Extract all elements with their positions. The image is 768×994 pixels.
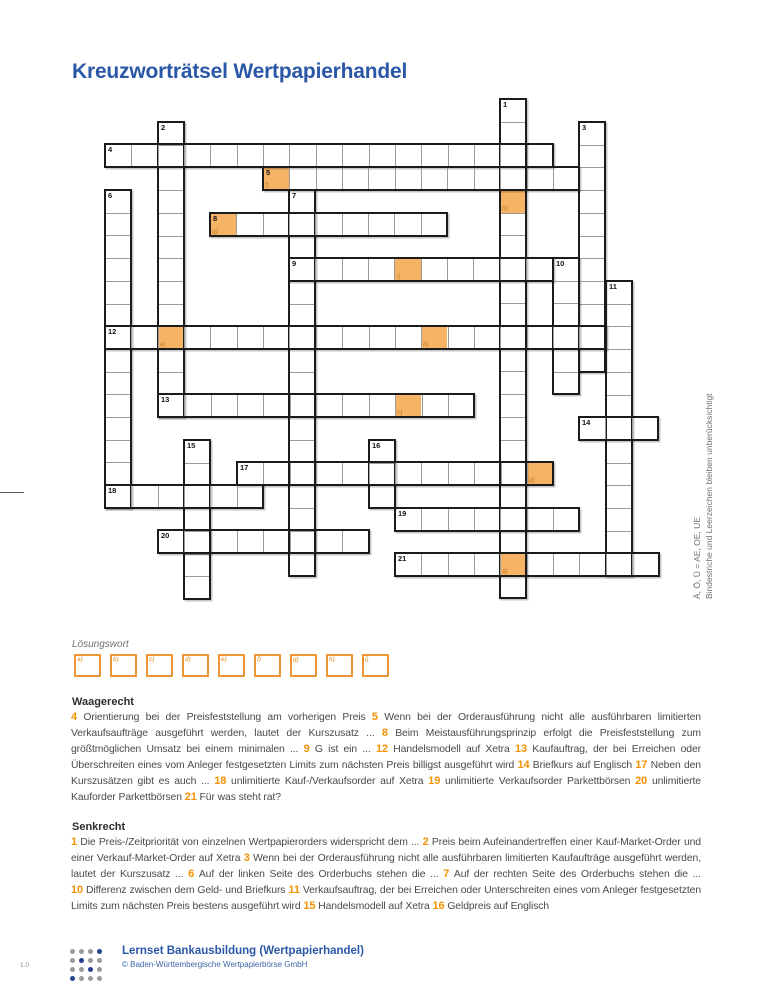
- cell-separator: [315, 214, 316, 235]
- cell-separator: [500, 327, 501, 348]
- footer-title: Lernset Bankausbildung (Wertpapierhandel): [122, 945, 364, 957]
- down-heading: Senkrecht: [72, 821, 126, 833]
- clue-number-inline: 15: [303, 899, 316, 912]
- cell-separator: [131, 327, 132, 348]
- clue-number-inline: 11: [288, 883, 300, 896]
- cell-separator: [289, 168, 290, 189]
- cell-separator: [527, 327, 528, 348]
- cell-separator: [342, 531, 343, 552]
- logo-dot: [79, 976, 84, 981]
- cell-separator: [501, 417, 525, 418]
- clue-number-inline: 7: [443, 867, 450, 880]
- cell-separator: [448, 463, 449, 484]
- cell-separator: [553, 327, 554, 348]
- across-clues: 4 Orientierung bei der Preisfeststellung am vorherigen Preis 5 Wenn bei der Orderausführung nicht alle ausführbaren limitierten Verkaufsaufträge ausgeführt werden, lautet der Kurszusatz ... 8 Beim Meistausführungsprinzip erfolgt die Preisfeststellung zum größtmöglichen Umsatz bei einem minimalen ... 9 G ist ein ... 12 Handelsmodell auf Xetra 13 Kaufauftrag, der bei Erreichen oder Überschreiten eines vom Anleger festgesetzten Limits zum nächsten Preis billigst ausgeführt wird 14 Briefkurs auf Englisch 17 Neben den Kurszusätzen gibt es auch ... 18 unlimitierte Kauf-/Verkaufsorder auf Xetra 19 unlimitierte Verkaufsorder Parkettbörsen 20 unlimitierte Kauforder Parkettbörsen 21 Für was steht rat?: [71, 711, 701, 803]
- cell-separator: [395, 145, 396, 166]
- crossword-word-20-across[interactable]: [157, 529, 370, 554]
- cell-separator: [580, 190, 604, 191]
- cell-separator: [580, 236, 604, 237]
- solution-box[interactable]: [290, 654, 317, 677]
- solution-box[interactable]: [362, 654, 389, 677]
- cell-separator: [474, 168, 475, 189]
- cell-separator: [501, 235, 525, 236]
- logo-dot: [97, 976, 102, 981]
- cell-separator: [607, 349, 631, 350]
- solution-letter-label: d): [529, 477, 535, 484]
- crossword-word-4-across[interactable]: [104, 143, 554, 168]
- cell-separator: [474, 463, 475, 484]
- cell-separator: [159, 213, 183, 214]
- cell-separator: [395, 395, 396, 416]
- solution-box-label: g): [293, 656, 299, 663]
- cell-separator: [580, 304, 604, 305]
- crossword-word-12-across[interactable]: [104, 325, 607, 350]
- crossword-word-7-down[interactable]: [288, 189, 316, 577]
- solution-box[interactable]: [218, 654, 245, 677]
- cell-separator: [368, 259, 369, 280]
- cell-separator: [263, 531, 264, 552]
- clue-number-inline: 8: [381, 726, 388, 739]
- crossword-word-13-across[interactable]: [157, 393, 475, 418]
- clue-number-inline: 20: [635, 774, 648, 787]
- cell-separator: [290, 531, 291, 552]
- cell-separator: [342, 463, 343, 484]
- cell-separator: [606, 554, 607, 575]
- cell-separator: [394, 214, 395, 235]
- cell-separator: [579, 327, 580, 348]
- cell-separator: [369, 145, 370, 166]
- crossword-word-21-across[interactable]: [394, 552, 660, 577]
- clue-number-inline: 14: [517, 758, 530, 771]
- cell-separator: [210, 145, 211, 166]
- logo-dot: [88, 976, 93, 981]
- cell-separator: [290, 508, 314, 509]
- umlaut-note: Ä, Ö, Ü = AE, OE, UE: [692, 517, 702, 599]
- cell-separator: [580, 258, 604, 259]
- cell-separator: [289, 214, 290, 235]
- cell-separator: [159, 190, 183, 191]
- cell-separator: [422, 395, 423, 416]
- cell-separator: [368, 214, 369, 235]
- cell-separator: [580, 213, 604, 214]
- cell-separator: [290, 463, 291, 484]
- clue-number-inline: 5: [371, 711, 378, 723]
- cell-separator: [448, 509, 449, 530]
- solution-box-label: f): [257, 656, 261, 663]
- cell-separator: [159, 281, 183, 282]
- logo-dot-row: [70, 950, 106, 959]
- solution-letter-label: b): [423, 341, 429, 348]
- cell-separator: [500, 509, 501, 530]
- cell-separator: [342, 145, 343, 166]
- cell-separator: [500, 145, 501, 166]
- solution-box-label: d): [185, 656, 191, 663]
- cell-separator: [607, 508, 631, 509]
- clue-number: 15: [187, 441, 196, 450]
- cell-separator: [554, 281, 578, 282]
- cell-separator: [211, 531, 212, 552]
- cell-separator: [184, 327, 185, 348]
- logo-dot: [70, 976, 75, 981]
- cell-separator: [158, 145, 159, 166]
- clue-number: 19: [398, 509, 407, 518]
- cell-separator: [421, 259, 422, 280]
- cell-separator: [501, 122, 525, 123]
- version-number: 1.0: [20, 962, 30, 969]
- cell-separator: [527, 145, 528, 166]
- solution-letter-label: i): [397, 273, 401, 280]
- page-title: Kreuzworträtsel Wertpapierhandel: [72, 60, 408, 83]
- clue-number: 12: [108, 327, 117, 336]
- cell-separator: [607, 304, 631, 305]
- cell-separator: [553, 509, 554, 530]
- solution-letter-label: g): [212, 228, 218, 235]
- cell-separator: [237, 395, 238, 416]
- cell-separator: [131, 486, 132, 507]
- cell-separator: [106, 213, 130, 214]
- cell-separator: [473, 259, 474, 280]
- cell-separator: [106, 417, 130, 418]
- clue-number-inline: 19: [428, 774, 441, 787]
- cell-separator: [316, 395, 317, 416]
- cell-separator: [184, 531, 185, 552]
- cell-separator: [369, 327, 370, 348]
- solution-letter-label: c): [397, 409, 403, 416]
- cell-separator: [106, 258, 130, 259]
- cell-separator: [342, 327, 343, 348]
- clue-number-inline: 3: [243, 851, 250, 864]
- clue-number-inline: 9: [303, 742, 310, 755]
- solution-letter-label: h): [502, 205, 508, 212]
- cell-separator: [632, 554, 633, 575]
- solution-letter-label: f): [265, 182, 269, 189]
- cell-separator: [448, 395, 449, 416]
- clue-number-inline: 18: [214, 774, 227, 787]
- cell-separator: [106, 304, 130, 305]
- cell-separator: [421, 214, 422, 235]
- clue-number: 2: [161, 123, 166, 132]
- clue-number: 10: [556, 259, 565, 268]
- cell-separator: [106, 394, 130, 395]
- crossword-word-19-across[interactable]: [394, 507, 580, 532]
- cell-separator: [106, 235, 130, 236]
- cell-separator: [553, 168, 554, 189]
- cell-separator: [237, 486, 238, 507]
- cell-separator: [501, 463, 502, 484]
- cell-separator: [632, 418, 633, 439]
- clue-number-inline: 21: [184, 790, 197, 803]
- cell-separator: [369, 463, 370, 484]
- down-clues: 1 Die Preis-/Zeitpriorität von einzelnen Wertpapierorders widerspricht dem ... 2 Preis beim Aufeinandertreffen einer Kauf-Market-Order und einer Verkauf-Market-Order auf Xetra 3 Wenn bei der Orderausführung nicht alle ausführbaren limitierten Kaufaufträge ausgeführt werden, lautet der Kurszusatz ... 6 Auf der linken Seite des Orderbuchs stehen die ... 7 Auf der rechten Seite des Orderbuchs stehen die ... 10 Differenz zwischen dem Geld- und Briefkurs 11 Verkaufsauftrag, der bei Erreichen oder Unterschreiten eines vom Anleger festgesetzten Limits zum nächsten Preis bestens ausgeführt wird 15 Handelsmodell auf Xetra 16 Geldpreis auf Englisch: [71, 836, 702, 912]
- cell-separator: [580, 281, 604, 282]
- cell-separator: [263, 214, 264, 235]
- clue-number: 11: [609, 282, 617, 291]
- cell-separator: [342, 395, 343, 416]
- cell-separator: [316, 327, 317, 348]
- cell-separator: [290, 395, 291, 416]
- cell-separator: [369, 395, 370, 416]
- cell-separator: [106, 462, 130, 463]
- cell-separator: [263, 327, 264, 348]
- cell-separator: [501, 371, 525, 372]
- clue-number: 8: [213, 214, 218, 223]
- cell-separator: [106, 440, 130, 441]
- cell-separator: [316, 463, 317, 484]
- clue-number: 6: [108, 191, 113, 200]
- clue-number: 13: [161, 395, 170, 404]
- cell-separator: [607, 463, 631, 464]
- cell-separator: [158, 327, 159, 348]
- cell-separator: [106, 372, 130, 373]
- cell-separator: [185, 463, 209, 464]
- solution-box[interactable]: [182, 654, 209, 677]
- solution-box-label: c): [149, 656, 155, 663]
- cell-separator: [395, 463, 396, 484]
- cell-separator: [500, 554, 501, 575]
- cell-separator: [290, 440, 314, 441]
- cell-separator: [210, 327, 211, 348]
- logo-dot-row: [70, 959, 106, 968]
- cell-separator: [395, 327, 396, 348]
- cell-separator: [554, 372, 578, 373]
- cell-separator: [159, 304, 183, 305]
- solution-letter-label: e): [160, 341, 166, 348]
- solution-box-label: e): [221, 656, 227, 663]
- cell-separator: [395, 168, 396, 189]
- cell-separator: [501, 394, 525, 395]
- cell-separator: [342, 214, 343, 235]
- clue-number: 1: [503, 100, 508, 109]
- cell-separator: [159, 372, 183, 373]
- cell-separator: [580, 145, 604, 146]
- cell-separator: [421, 327, 422, 348]
- solution-box[interactable]: [110, 654, 137, 677]
- crossword-word-14-across[interactable]: [578, 416, 659, 441]
- cell-separator: [185, 576, 209, 577]
- cell-separator: [421, 509, 422, 530]
- cell-separator: [553, 554, 554, 575]
- cell-separator: [368, 168, 369, 189]
- across-heading: Waagerecht: [72, 696, 134, 708]
- clue-number: 7: [292, 191, 297, 200]
- footer-copyright: © Baden-Württembergische Wertpapierbörse GmbH: [122, 960, 308, 969]
- cell-separator: [185, 554, 209, 555]
- cell-separator: [447, 168, 448, 189]
- clue-number-inline: 16: [432, 899, 445, 912]
- solution-box-label: a): [77, 656, 83, 663]
- solution-word-label: Lösungswort: [72, 639, 129, 650]
- crossword-word-17-across[interactable]: [236, 461, 554, 486]
- clue-number-inline: 10: [71, 883, 84, 896]
- crossword-word-8-across[interactable]: [209, 212, 448, 237]
- clue-number-inline: 6: [188, 867, 195, 880]
- cell-separator: [501, 213, 525, 214]
- cell-separator: [316, 145, 317, 166]
- crossword-word-5-across[interactable]: [262, 166, 580, 191]
- cell-separator: [474, 327, 475, 348]
- cell-separator: [184, 395, 185, 416]
- crossword-word-18-across[interactable]: [104, 484, 264, 509]
- cell-separator: [605, 418, 606, 439]
- cell-separator: [289, 327, 290, 348]
- cell-separator: [290, 304, 314, 305]
- clue-number-inline: 2: [422, 836, 429, 848]
- cell-separator: [500, 168, 501, 189]
- cell-separator: [421, 145, 422, 166]
- cell-separator: [236, 214, 237, 235]
- clue-number: 3: [582, 123, 587, 132]
- clue-number: 21: [398, 554, 407, 563]
- clue-number: 18: [108, 486, 117, 495]
- solution-box[interactable]: [74, 654, 101, 677]
- logo-dot-row: [70, 968, 106, 977]
- crossword-word-15-down[interactable]: [183, 439, 211, 600]
- cell-separator: [211, 395, 212, 416]
- cell-separator: [421, 554, 422, 575]
- clue-number: 17: [240, 463, 249, 472]
- cell-separator: [448, 145, 449, 166]
- cell-separator: [501, 303, 525, 304]
- cell-separator: [607, 395, 631, 396]
- cell-separator: [237, 327, 238, 348]
- clue-number-inline: 1: [71, 836, 78, 848]
- publisher-logo: [70, 941, 106, 977]
- cell-separator: [342, 168, 343, 189]
- solution-box[interactable]: [326, 654, 353, 677]
- cell-separator: [159, 258, 183, 259]
- solution-letter-label: a): [502, 568, 508, 575]
- cell-separator: [527, 509, 528, 530]
- cell-separator: [448, 327, 449, 348]
- clue-number-inline: 13: [514, 742, 528, 755]
- cell-separator: [448, 554, 449, 575]
- cell-separator: [237, 145, 238, 166]
- cell-separator: [580, 167, 604, 168]
- clue-number-inline: 4: [71, 711, 78, 723]
- cell-separator: [607, 326, 631, 327]
- cell-separator: [394, 259, 395, 280]
- cell-separator: [237, 531, 238, 552]
- clue-number: 4: [108, 145, 113, 154]
- solution-box-label: i): [365, 656, 369, 663]
- solution-word-boxes: [74, 654, 398, 677]
- cell-separator: [607, 372, 631, 373]
- cell-separator: [263, 463, 264, 484]
- cell-separator: [263, 395, 264, 416]
- clue-number: 5: [266, 168, 271, 177]
- cell-separator: [474, 145, 475, 166]
- cell-separator: [607, 531, 631, 532]
- cell-separator: [501, 440, 525, 441]
- cell-separator: [289, 145, 290, 166]
- cell-separator: [421, 463, 422, 484]
- cell-separator: [210, 486, 211, 507]
- cell-separator: [607, 485, 631, 486]
- cell-separator: [290, 372, 314, 373]
- cell-separator: [421, 168, 422, 189]
- solution-box[interactable]: [254, 654, 281, 677]
- hyphen-space-note: Bindestriche und Leerzeichen bleiben unberücksichtigt: [704, 393, 714, 599]
- cell-separator: [447, 259, 448, 280]
- clue-number-inline: 12: [375, 742, 388, 755]
- cell-separator: [527, 463, 528, 484]
- cell-separator: [184, 486, 185, 507]
- cell-separator: [500, 259, 501, 280]
- cell-separator: [316, 168, 317, 189]
- cell-separator: [527, 554, 528, 575]
- cell-separator: [527, 168, 528, 189]
- cell-separator: [474, 509, 475, 530]
- crossword-word-9-across[interactable]: [288, 257, 554, 282]
- cell-separator: [263, 145, 264, 166]
- solution-box-label: b): [113, 656, 119, 663]
- cell-separator: [316, 531, 317, 552]
- solution-box[interactable]: [146, 654, 173, 677]
- clue-number: 14: [582, 418, 591, 427]
- clue-number: 20: [161, 531, 170, 540]
- clue-number: 16: [372, 441, 381, 450]
- cell-separator: [342, 259, 343, 280]
- cell-separator: [106, 281, 130, 282]
- cell-separator: [526, 259, 527, 280]
- clue-number: 9: [292, 259, 297, 268]
- solution-box-label: h): [329, 656, 335, 663]
- cell-separator: [159, 236, 183, 237]
- cell-separator: [579, 554, 580, 575]
- cell-separator: [474, 554, 475, 575]
- cell-separator: [315, 259, 316, 280]
- cell-separator: [158, 486, 159, 507]
- clue-number-inline: 17: [635, 758, 648, 771]
- cell-separator: [131, 145, 132, 166]
- logo-dot-row: [70, 941, 106, 950]
- cell-separator: [554, 303, 578, 304]
- cell-separator: [184, 145, 185, 166]
